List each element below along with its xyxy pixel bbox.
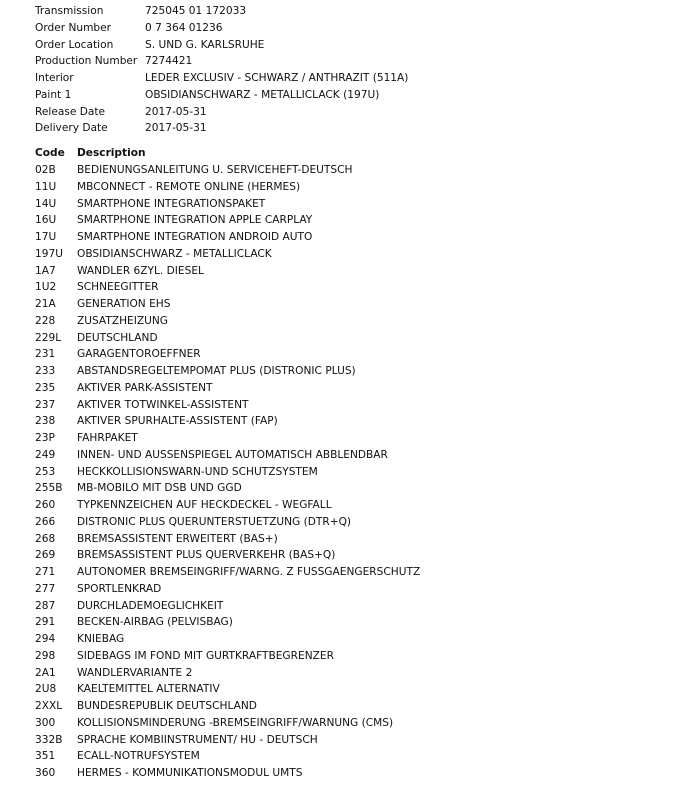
table-row	[35, 430, 420, 447]
detail-label: Order Location	[35, 38, 114, 51]
option-code: 332B	[35, 733, 63, 746]
option-code: 16U	[35, 214, 57, 227]
codes-table-header	[35, 145, 420, 162]
option-description: DISTRONIC PLUS QUERUNTERSTUETZUNG (DTR+Q)	[77, 515, 352, 528]
option-code: 249	[35, 448, 56, 461]
option-codes-table	[35, 145, 420, 782]
option-description: KNIEBAG	[77, 633, 125, 645]
table-row	[35, 263, 420, 280]
option-code: 298	[35, 649, 56, 662]
table-row	[35, 547, 420, 564]
option-code: 197U	[35, 247, 63, 260]
option-description: ABSTANDSREGELTEMPOMAT PLUS (DISTRONIC PLUS)	[77, 365, 356, 377]
option-code: 269	[35, 549, 56, 562]
option-description: SMARTPHONE INTEGRATION APPLE CARPLAY	[77, 214, 313, 227]
option-code: 11U	[35, 180, 57, 193]
table-row	[35, 631, 420, 648]
option-code: 291	[35, 616, 56, 629]
table-row	[35, 765, 420, 782]
table-row	[35, 363, 420, 380]
description-column-header: Description	[77, 147, 146, 159]
option-description: GENERATION EHS	[77, 298, 171, 310]
option-code: 231	[35, 348, 56, 361]
option-description: MB-MOBILO MIT DSB UND GGD	[77, 482, 242, 495]
detail-row	[35, 70, 408, 87]
table-row	[35, 564, 420, 581]
option-description: SMARTPHONE INTEGRATION ANDROID AUTO	[77, 231, 313, 243]
option-description: OBSIDIANSCHWARZ - METALLICLACK	[77, 247, 272, 260]
table-row	[35, 480, 420, 497]
code-column-header: Code	[35, 147, 65, 159]
option-code: 2XXL	[35, 700, 63, 712]
table-row	[35, 162, 420, 179]
detail-label: Interior	[35, 72, 74, 84]
option-code: 14U	[35, 197, 57, 210]
table-row	[35, 531, 420, 548]
table-row	[35, 681, 420, 698]
option-description: AKTIVER PARK-ASSISTENT	[77, 381, 213, 394]
table-row	[35, 447, 420, 464]
table-row	[35, 732, 420, 749]
option-code: 260	[35, 499, 56, 511]
detail-label: Delivery Date	[35, 122, 108, 135]
option-code: 233	[35, 365, 56, 377]
option-code: 237	[35, 398, 56, 411]
table-row	[35, 698, 420, 715]
option-code: 17U	[35, 231, 57, 243]
detail-value: 2017-05-31	[145, 122, 207, 135]
table-row	[35, 514, 420, 531]
table-row	[35, 313, 420, 330]
table-row	[35, 397, 420, 414]
option-description: MBCONNECT - REMOTE ONLINE (HERMES)	[77, 180, 301, 193]
detail-value: 7274421	[145, 55, 193, 68]
option-code: 21A	[35, 298, 56, 310]
option-code: 1A7	[35, 264, 56, 277]
option-code: 351	[35, 750, 56, 763]
option-description: KOLLISIONSMINDERUNG -BREMSEINGRIFF/WARNUNG (CMS)	[77, 716, 394, 729]
option-code: 1U2	[35, 281, 57, 294]
option-code: 268	[35, 532, 56, 545]
table-row	[35, 614, 420, 631]
table-row	[35, 464, 420, 481]
table-row	[35, 413, 420, 430]
option-code: 294	[35, 633, 56, 645]
table-row	[35, 346, 420, 363]
option-code: 228	[35, 314, 56, 327]
detail-row	[35, 20, 408, 37]
detail-value: S. UND G. KARLSRUHE	[145, 38, 265, 51]
table-row	[35, 380, 420, 397]
option-description: HECKKOLLISIONSWARN-UND SCHUTZSYSTEM	[77, 465, 318, 478]
table-row	[35, 715, 420, 732]
option-description: GARAGENTOROEFFNER	[77, 348, 201, 361]
option-description: WANDLERVARIANTE 2	[77, 666, 193, 679]
detail-value: OBSIDIANSCHWARZ - METALLICLACK (197U)	[145, 88, 380, 101]
option-description: BREMSASSISTENT ERWEITERT (BAS+)	[77, 532, 278, 545]
table-row	[35, 330, 420, 347]
option-description: TYPKENNZEICHEN AUF HECKDECKEL - WEGFALL	[77, 499, 332, 511]
detail-row	[35, 120, 408, 137]
detail-value: 0 7 364 01236	[145, 21, 223, 34]
option-description: WANDLER 6ZYL. DIESEL	[77, 264, 204, 277]
option-description: SPRACHE KOMBIINSTRUMENT/ HU - DEUTSCH	[77, 733, 318, 746]
option-description: BEDIENUNGSANLEITUNG U. SERVICEHEFT-DEUTSCH	[77, 164, 353, 176]
option-description: INNEN- UND AUSSENSPIEGEL AUTOMATISCH ABBLENDBAR	[77, 448, 388, 461]
table-row	[35, 581, 420, 598]
detail-value: 2017-05-31	[145, 105, 207, 118]
option-code: 255B	[35, 482, 63, 495]
option-description: ECALL-NOTRUFSYSTEM	[77, 750, 200, 763]
detail-value: LEDER EXCLUSIV - SCHWARZ / ANTHRAZIT (511A)	[145, 72, 409, 84]
option-description: HERMES - KOMMUNIKATIONSMODUL UMTS	[77, 767, 303, 779]
option-code: 02B	[35, 164, 56, 176]
detail-label: Transmission	[35, 5, 104, 17]
option-code: 300	[35, 716, 56, 729]
option-description: SMARTPHONE INTEGRATIONSPAKET	[77, 197, 266, 210]
option-code: 360	[35, 767, 56, 779]
table-row	[35, 196, 420, 213]
table-row	[35, 246, 420, 263]
table-row	[35, 229, 420, 246]
detail-label: Production Number	[35, 55, 138, 68]
vehicle-details	[35, 3, 408, 137]
table-row	[35, 296, 420, 313]
option-description: KAELTEMITTEL ALTERNATIV	[77, 683, 220, 696]
option-description: SCHNEEGITTER	[77, 281, 159, 294]
option-code: 277	[35, 582, 56, 595]
option-description: AKTIVER SPURHALTE-ASSISTENT (FAP)	[77, 415, 278, 428]
detail-label: Paint 1	[35, 88, 72, 101]
option-code: 266	[35, 515, 56, 528]
codes-table-body	[35, 162, 420, 782]
option-description: SPORTLENKRAD	[77, 582, 162, 595]
option-code: 287	[35, 599, 56, 612]
option-code: 238	[35, 415, 56, 428]
option-description: DEUTSCHLAND	[77, 331, 158, 344]
detail-row	[35, 3, 408, 20]
table-row	[35, 497, 420, 514]
table-row	[35, 212, 420, 229]
option-description: FAHRPAKET	[77, 432, 138, 444]
option-code: 2A1	[35, 666, 56, 679]
option-code: 271	[35, 566, 56, 578]
table-row	[35, 179, 420, 196]
option-code: 23P	[35, 432, 55, 444]
table-row	[35, 598, 420, 615]
option-description: BECKEN-AIRBAG (PELVISBAG)	[77, 616, 233, 629]
option-code: 229L	[35, 331, 62, 344]
table-row	[35, 648, 420, 665]
option-description: BUNDESREPUBLIK DEUTSCHLAND	[77, 700, 257, 712]
table-row	[35, 748, 420, 765]
option-description: SIDEBAGS IM FOND MIT GURTKRAFTBEGRENZER	[77, 649, 334, 662]
table-row	[35, 665, 420, 682]
detail-row	[35, 104, 408, 121]
option-code: 253	[35, 465, 56, 478]
table-row	[35, 279, 420, 296]
option-code: 235	[35, 381, 56, 394]
option-description: AKTIVER TOTWINKEL-ASSISTENT	[77, 398, 249, 411]
detail-row	[35, 87, 408, 104]
option-code: 2U8	[35, 683, 57, 696]
option-description: ZUSATZHEIZUNG	[77, 314, 169, 327]
detail-row	[35, 37, 408, 54]
option-description: AUTONOMER BREMSEINGRIFF/WARNG. Z FUSSGAENGERSCHUTZ	[77, 566, 421, 578]
detail-row	[35, 53, 408, 70]
detail-value: 725045 01 172033	[145, 5, 247, 17]
detail-label: Order Number	[35, 21, 112, 34]
option-description: BREMSASSISTENT PLUS QUERVERKEHR (BAS+Q)	[77, 549, 336, 562]
option-description: DURCHLADEMOEGLICHKEIT	[77, 599, 224, 612]
detail-label: Release Date	[35, 105, 106, 118]
